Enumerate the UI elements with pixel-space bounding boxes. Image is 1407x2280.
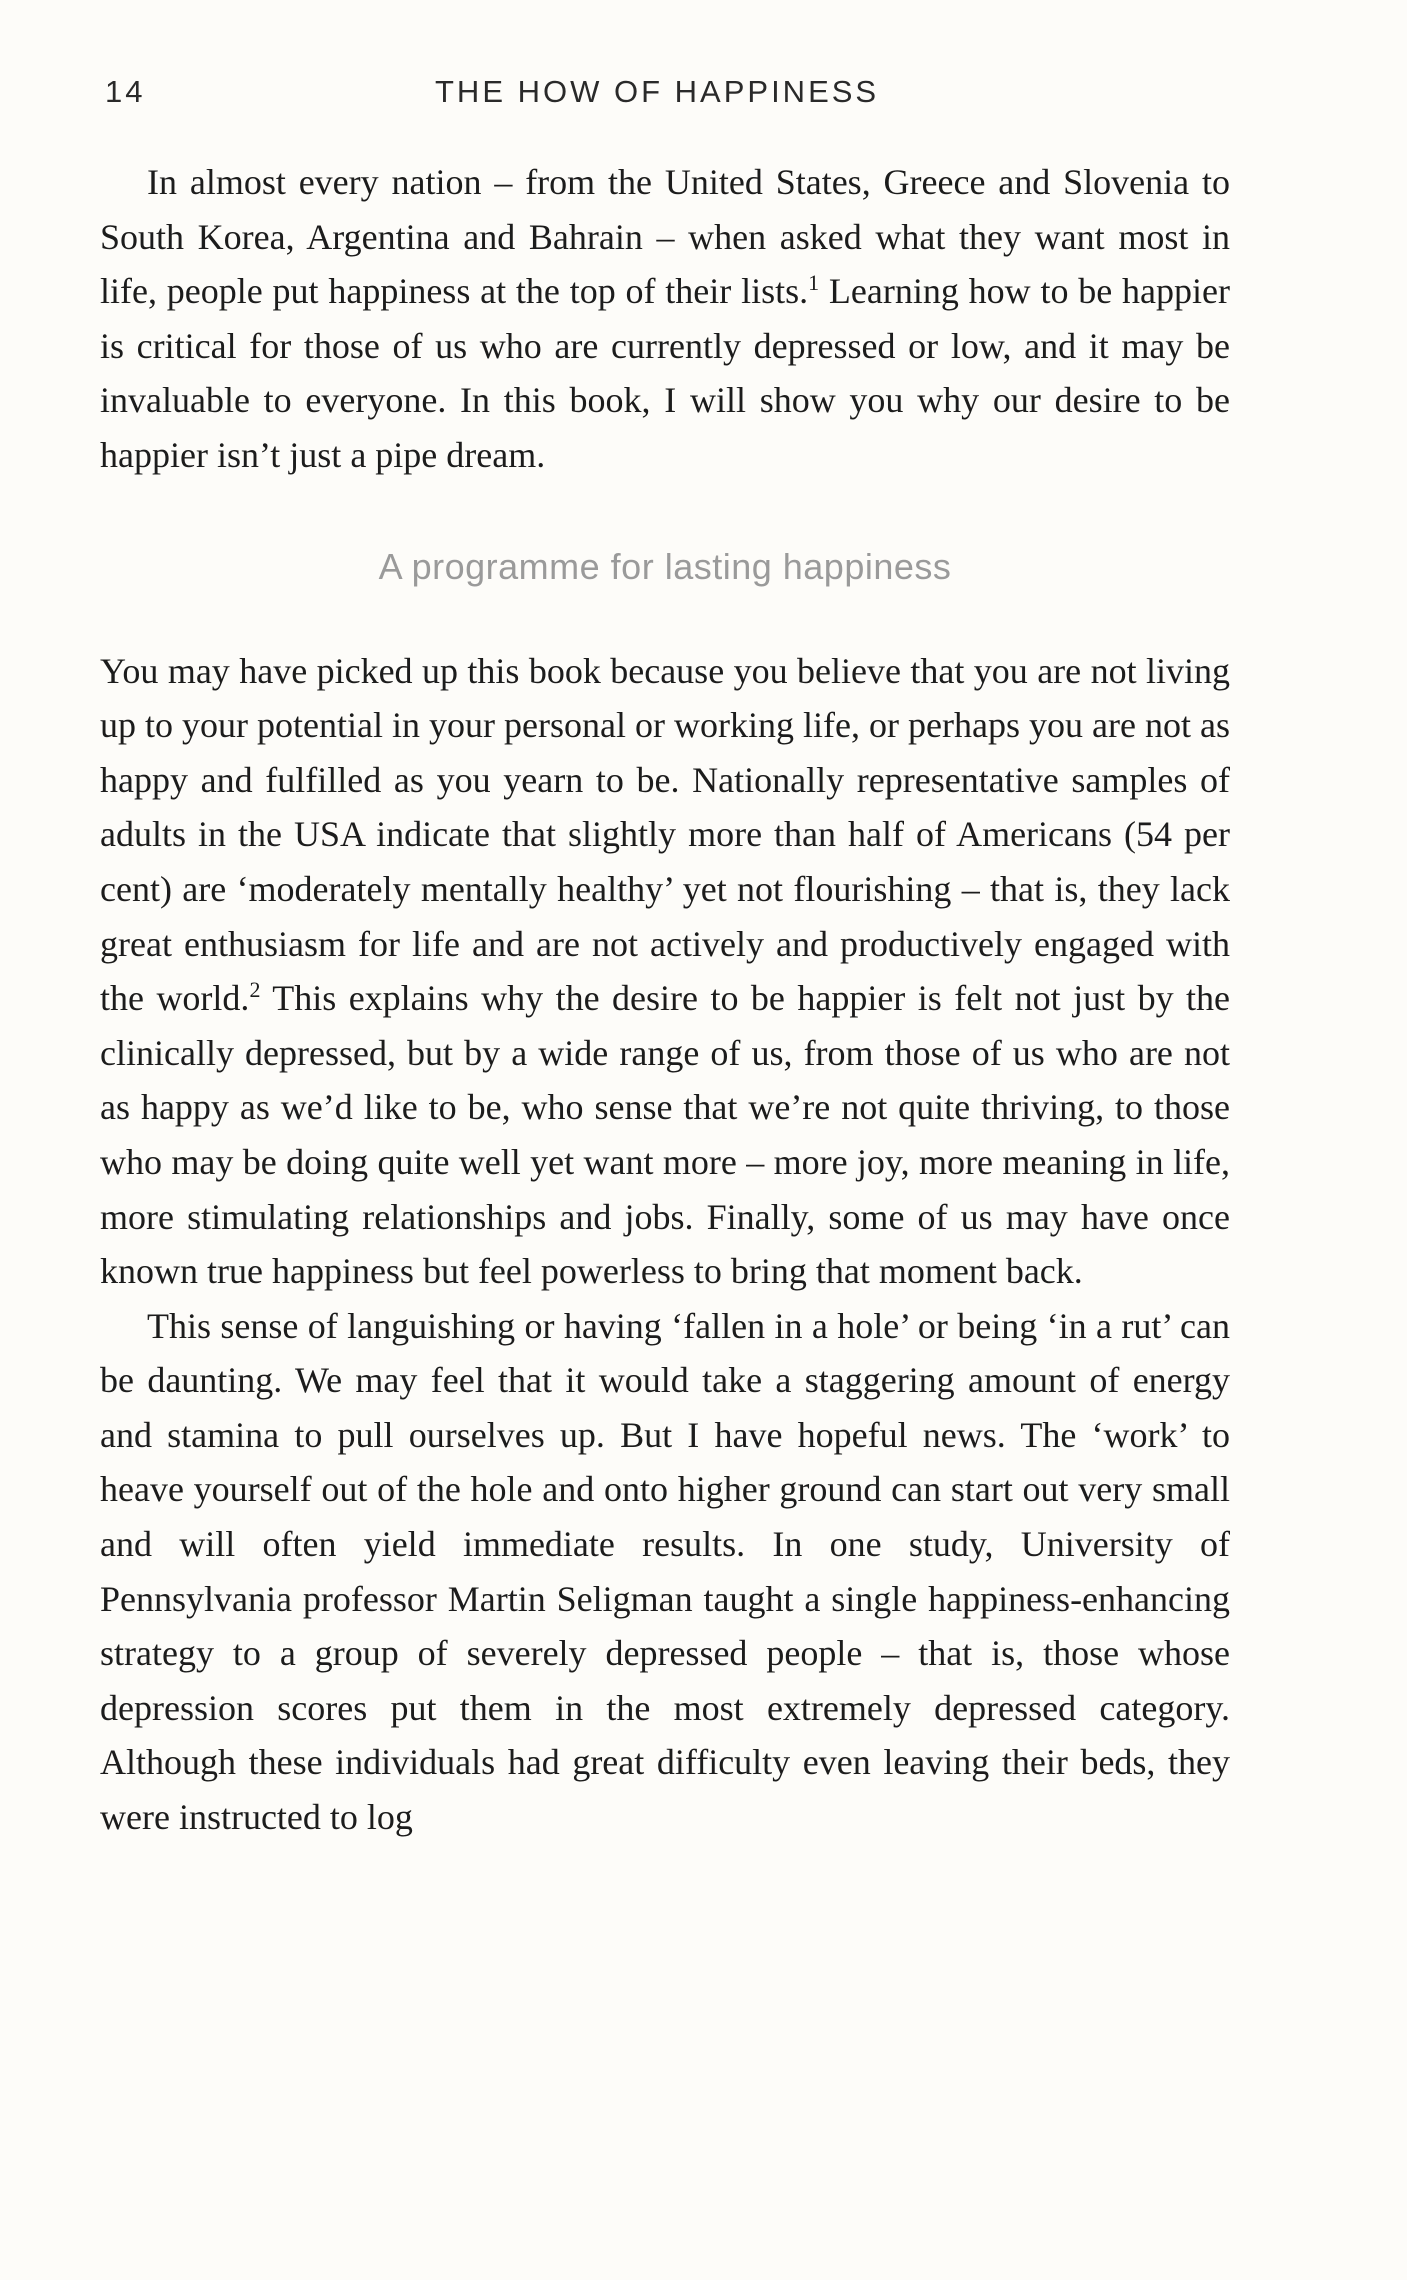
body-text xyxy=(100,155,1230,1845)
intro-paragraph-text-b: Learning how to be happier is critical for those of us who are currently depressed or low, and it may be invaluable to everyone. In this book, I will show you why our desire to be happier isn’t just a pipe dream. xyxy=(100,271,1230,475)
paragraph-2 xyxy=(100,644,1230,1299)
paragraph-3: This sense of languishing or having ‘fallen in a hole’ or being ‘in a rut’ can be daunting. We may feel that it would take a staggering amount of energy and stamina to pull ourselves up. But I have hopeful news. The ‘work’ to heave yourself out of the hole and onto higher ground can start out very small and will often yield immediate results. In one study, University of Pennsylvania professor Martin Seligman taught a single happiness-enhancing strategy to a group of severely depressed people – that is, those whose depression scores put them in the most extremely depressed category. Although these individuals had great difficulty even leaving their beds, they were instructed to log xyxy=(100,1305,1230,1838)
intro-paragraph-text-a: In almost every nation – from the United States, Greece and Slovenia to South Korea, Argentina and Bahrain – when asked what they want most in life, people put happiness at the top of their lists. xyxy=(100,162,1230,312)
running-head xyxy=(105,74,1235,124)
paragraph-2-text-b: This explains why the desire to be happier is felt not just by the clinically depressed, but by a wide range of us, from those of us who are not as happy as we’d like to be, who sense that we’re not quite thriving, to those who may be doing quite well yet want more – more joy, more meaning in life, more stimulating relationships and jobs. Finally, some of us may have once known true happiness but feel powerless to bring that moment back. xyxy=(100,978,1231,1292)
footnote-ref-2: 2 xyxy=(249,977,261,1003)
section-heading: A programme for lasting happiness xyxy=(378,545,952,587)
paragraph-2-text-a: You may have picked up this book because you believe that you are not living up to your potential in your personal or working life, or perhaps you are not as happy and fulfilled as you yearn to be. Nationally representative samples of adults in the USA indicate that slightly more than half of Americans (54 per cent) are ‘moderately mentally healthy’ yet not flourishing – that is, they lack great enthusiasm for life and are not actively and productively engaged with the world. xyxy=(100,650,1230,1019)
book-title: THE HOW OF HAPPINESS xyxy=(435,74,880,109)
footnote-ref-1: 1 xyxy=(808,270,820,296)
intro-paragraph xyxy=(100,155,1230,483)
page-number: 14 xyxy=(105,74,146,109)
